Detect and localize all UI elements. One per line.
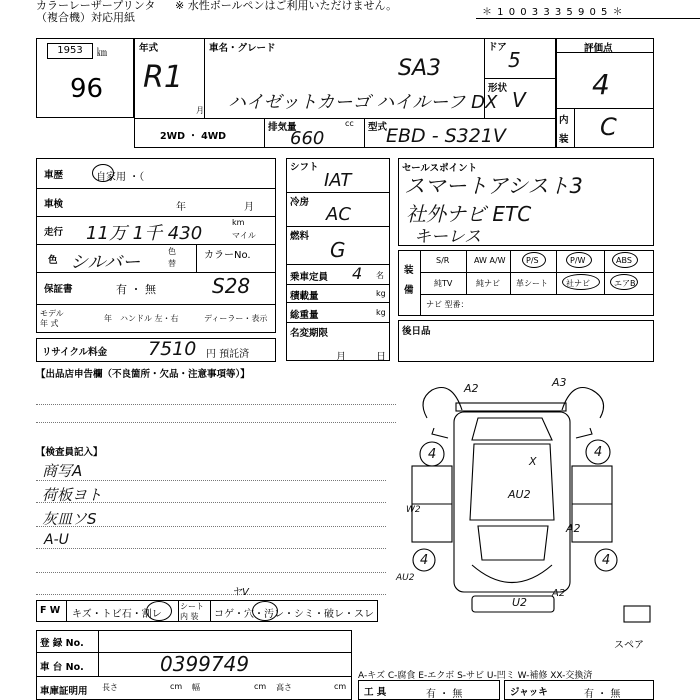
lot-suffix: ㎞	[97, 48, 107, 59]
reg-no-label: 登 録 No.	[40, 638, 84, 649]
interior-circle-1	[146, 601, 172, 621]
color-change-2: 替	[168, 259, 176, 268]
damage-mark-wheel-rr: 4	[602, 553, 611, 568]
model-year-handle: ハンドル 左・右	[120, 314, 179, 323]
recycle-unit: 円 預託済	[206, 349, 250, 360]
color-change-1: 色	[168, 247, 176, 256]
shape-label: 形状	[488, 83, 508, 94]
year-label: 年式	[139, 43, 159, 54]
damage-mark-right-side: A2	[566, 522, 581, 535]
model-name-value: SA3	[398, 56, 442, 81]
doors-value: 5	[508, 48, 521, 72]
history-value: 自家用 ・（	[96, 172, 145, 183]
header-line2: （複合機）対応用紙	[36, 11, 135, 24]
tools-label: 工 具	[364, 687, 387, 698]
damage-mark-top-left: A2	[464, 382, 479, 395]
equip-circle-airbag	[610, 274, 638, 290]
inspector-note-2: 荷板ヨト	[42, 486, 103, 504]
drive-label: 2WD ・ 4WD	[160, 131, 227, 142]
jack-value: 有 ・ 無	[584, 689, 621, 700]
color-no-label: カラーNo.	[204, 250, 251, 261]
inspector-label: 【検査員記入】	[36, 447, 103, 458]
mileage-value: 11万 1千 430	[86, 223, 203, 244]
spare-label: スペア	[614, 640, 644, 651]
year-value: R1	[143, 60, 183, 95]
equip-sr: S/R	[436, 256, 450, 265]
fuel-label: 燃料	[290, 231, 310, 242]
registration-period-month: 月	[336, 352, 346, 363]
score-value: 4	[592, 68, 610, 101]
inspection-month: 月	[244, 202, 254, 213]
equip-leather: 革シート	[516, 279, 548, 288]
warranty-value: 有 ・ 無	[116, 283, 156, 296]
damage-mark-roof: AU2	[508, 488, 531, 501]
lot-number: 96	[70, 74, 104, 104]
score-label: 評価点	[584, 43, 613, 54]
equip-abs: ABS	[616, 256, 632, 265]
capacity-unit: 名	[376, 271, 384, 280]
serial-number: ＊ 1 0 0 3 3 3 5 9 0 5 ＊	[482, 7, 624, 18]
model-year-label-2: 年 式	[40, 319, 59, 328]
sales-point-1: スマートアシスト3	[404, 174, 583, 198]
inspector-note-4: A-U	[44, 532, 69, 548]
sales-point-3: キーレス	[414, 227, 482, 247]
damage-mark-rear: U2	[512, 596, 528, 609]
model-grade: ハイゼットカーゴ ハイルーフ DX	[228, 92, 498, 113]
sales-points-label: セールスポイント	[402, 163, 478, 174]
damage-mark-roof-x: X	[529, 455, 537, 468]
garage-cert-length: 長さ	[102, 683, 118, 692]
exhibit-label: 【出品店申告欄（不良箇所・欠品・注意事項等）】	[36, 369, 250, 380]
model-year-label-1: モデル	[40, 309, 64, 318]
sales-point-2: 社外ナビ ETC	[406, 202, 532, 226]
inspection-year: 年	[176, 202, 186, 213]
mileage-unit-mile: マイル	[232, 231, 256, 240]
header-rule	[476, 18, 700, 19]
garage-cert-height: 高さ	[276, 683, 292, 692]
shift-label: シフト	[290, 162, 319, 173]
chassis-value: 0399749	[160, 652, 250, 676]
damage-mark-rear-left: AU2	[396, 573, 415, 583]
damage-legend: A-キズ C-腐食 E-エクボ S-サビ U-凹ミ W-補修 XX-交換済	[358, 671, 593, 681]
remarks-box	[398, 320, 654, 362]
equip-circle-pw	[566, 252, 592, 268]
interior-items2: コゲ・穴・汚レ・シミ・破レ・スレ	[214, 609, 374, 620]
recycle-value: 7510	[148, 338, 197, 360]
shape-value: V	[512, 88, 526, 112]
garage-cert-cm-1: cm	[170, 682, 183, 691]
damage-mark-wheel-rl: 4	[420, 553, 429, 568]
nav-model-label: ナビ 型番：	[426, 300, 469, 309]
interior-circle-2	[252, 601, 278, 621]
damage-mark-wheel-fr: 4	[594, 445, 603, 460]
equip-airbag: エアB	[614, 279, 636, 288]
chassis-label: 車 台 No.	[40, 662, 84, 673]
equip-tv: 純TV	[434, 279, 453, 288]
inspection-label: 車検	[44, 199, 64, 210]
displacement-value: 660	[290, 128, 325, 149]
load-label: 積載量	[290, 291, 319, 302]
damage-mark-top-right: A3	[552, 376, 567, 389]
tools-value: 有 ・ 無	[426, 689, 463, 700]
model-code-value: EBD - S321V	[386, 125, 506, 147]
header-line1: カラーレーザープリンタ	[36, 0, 156, 12]
model-name-label: 車名・グレード	[209, 43, 276, 54]
header-notice: ※ 水性ボールペンはご利用いただけません。	[175, 0, 398, 12]
garage-cert-label: 車庫証明用	[40, 686, 88, 697]
inspector-note-3: 灰皿ソS	[42, 510, 97, 528]
garage-cert-cm-3: cm	[334, 682, 347, 691]
load-unit: kg	[376, 289, 386, 298]
fuel-value: G	[330, 238, 346, 262]
equip-circle-abs	[612, 252, 638, 268]
damage-mark-wheel-fl: 4	[428, 447, 437, 462]
color-no-value: S28	[212, 274, 251, 298]
color-label: 色	[48, 255, 58, 266]
remarks-label: 後日品	[402, 326, 431, 337]
capacity-value: 4	[352, 264, 363, 283]
model-year-year: 年	[104, 314, 112, 323]
car-diagram	[392, 370, 654, 632]
lot-code-box	[47, 43, 93, 59]
interior-label-2: 装	[559, 134, 569, 145]
equip-aftermarket-nav: 社ナビ	[566, 279, 590, 288]
gross-label: 総重量	[290, 310, 319, 321]
history-label: 車歴	[44, 170, 64, 181]
garage-cert-width: 幅	[192, 683, 200, 692]
interior-value: C	[600, 113, 617, 141]
equip-ps: P/S	[526, 256, 539, 265]
interior-seat-2: 内 装	[180, 612, 199, 621]
inspector-note-1: 商写A	[42, 462, 83, 480]
warranty-label: 保証書	[44, 284, 73, 295]
registration-period-day: 日	[376, 352, 386, 363]
interior-fw: F W	[40, 605, 61, 616]
color-value: シルバー	[70, 252, 141, 273]
equipment-label-1: 装	[404, 265, 414, 276]
year-month: 月	[196, 106, 204, 115]
equip-circle-nav	[562, 274, 600, 290]
damage-mark-rear-right: A2	[552, 588, 566, 599]
mileage-label: 走行	[44, 227, 64, 238]
history-circle	[92, 164, 114, 182]
interior-items: キズ・トビ石・割レ	[72, 609, 162, 620]
gross-unit: kg	[376, 308, 386, 317]
model-year-dealer: ディーラー・表示	[204, 314, 268, 323]
cooler-value: AC	[326, 204, 351, 225]
shift-value: IAT	[324, 170, 352, 191]
capacity-label: 乗車定員	[290, 272, 329, 283]
equip-circle-ps	[522, 252, 546, 268]
recycle-label: リサイクル料金	[42, 347, 108, 358]
cooler-label: 冷房	[290, 197, 310, 208]
doors-label: ドア	[488, 42, 507, 53]
interior-seat-1: シート	[180, 602, 204, 611]
interior-tv-note: ヤV	[232, 587, 249, 598]
mileage-unit-km: km	[232, 218, 245, 227]
interior-label-1: 内	[559, 115, 569, 126]
equip-aw: AW A/W	[474, 256, 506, 265]
damage-mark-left-side: W2	[406, 505, 421, 515]
model-code-label: 型式	[368, 122, 388, 133]
registration-period-label: 名変期限	[290, 328, 329, 339]
displacement-unit: cc	[345, 119, 354, 128]
equipment-label-2: 備	[404, 285, 414, 296]
displacement-label: 排気量	[268, 122, 297, 133]
equip-pw: P/W	[570, 256, 586, 265]
equip-nav: 純ナビ	[476, 279, 500, 288]
lot-code: 1953	[57, 45, 83, 56]
jack-label: ジャッキ	[510, 687, 548, 698]
garage-cert-cm-2: cm	[254, 682, 267, 691]
